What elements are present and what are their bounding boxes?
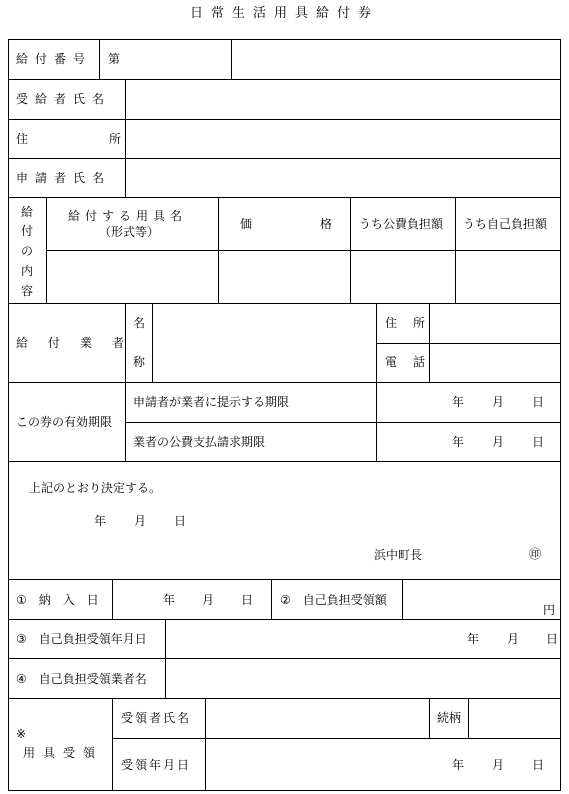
seal-mark: ㊞ — [529, 547, 542, 561]
receipt-year: 年 — [452, 758, 465, 772]
delivery-date-label: ① 納 入 日 — [16, 593, 99, 607]
claim-year: 年 — [452, 435, 465, 449]
border-bottom — [8, 790, 561, 791]
price-header-b: 格 — [320, 217, 333, 231]
received-month: 月 — [507, 632, 520, 646]
divider — [376, 343, 561, 344]
recipient-name-label: 受給者氏名 — [16, 92, 112, 106]
divider — [455, 197, 456, 303]
vendor-phone-char-2: 話 — [413, 355, 426, 369]
divider — [231, 39, 232, 79]
divider — [376, 303, 377, 461]
divider — [125, 303, 126, 461]
receipt-day: 日 — [532, 758, 545, 772]
receipt-mark: ※ — [16, 727, 27, 741]
relation-label: 続柄 — [437, 711, 462, 725]
mayor-label: 浜中町長 — [374, 548, 423, 562]
content-side-char: 容 — [21, 284, 34, 298]
vendor-address-char: 住 — [385, 316, 398, 330]
border-left — [8, 39, 9, 791]
divider — [8, 197, 561, 198]
item-name-header: 給付する用具名 — [68, 209, 188, 223]
receipt-date-label: 受領年月日 — [121, 758, 192, 772]
received-date-label: ③ 自己負担受領年月日 — [16, 632, 147, 646]
divider — [8, 698, 561, 699]
number-label: 給付番号 — [16, 52, 93, 66]
vendor-label: 給付業者 — [16, 336, 145, 350]
applicant-name-label: 申請者氏名 — [16, 171, 112, 185]
divider — [205, 698, 206, 791]
receiver-name-label: 受領者氏名 — [121, 711, 192, 725]
divider — [8, 79, 561, 80]
present-year: 年 — [452, 395, 465, 409]
claim-day: 日 — [532, 435, 545, 449]
content-side-char: 内 — [21, 264, 34, 278]
divider — [402, 579, 403, 619]
claim-month: 月 — [492, 435, 505, 449]
delivery-month: 月 — [202, 593, 215, 607]
address-label: 住 — [16, 132, 29, 146]
divider — [8, 579, 561, 580]
vendor-phone-char: 電 — [385, 355, 398, 369]
present-day: 日 — [532, 395, 545, 409]
divider — [429, 698, 430, 738]
decision-year: 年 — [94, 514, 107, 528]
decision-text: 上記のとおり決定する。 — [29, 481, 162, 495]
present-deadline-label: 申請者が業者に提示する期限 — [133, 395, 290, 409]
public-burden-header: うち公費負担額 — [359, 217, 444, 231]
validity-label: この券の有効期限 — [16, 415, 113, 429]
number-prefix: 第 — [108, 52, 121, 66]
divider — [8, 658, 561, 659]
received-year: 年 — [467, 632, 480, 646]
divider — [152, 303, 153, 382]
divider — [125, 79, 126, 197]
form-title: 日常生活用具給付券 — [189, 6, 379, 21]
vendor-name-char: 名 — [133, 316, 146, 330]
content-side-char: 給 — [21, 205, 34, 219]
claim-deadline-label: 業者の公費支払請求期限 — [133, 435, 266, 449]
divider — [218, 197, 219, 303]
yen-label: 円 — [543, 603, 556, 617]
decision-month: 月 — [134, 514, 147, 528]
divider — [46, 250, 561, 251]
divider — [125, 422, 561, 423]
divider — [165, 619, 166, 698]
self-burden-header: うち自己負担額 — [463, 217, 548, 231]
divider — [8, 382, 561, 383]
divider — [8, 158, 561, 159]
divider — [112, 738, 561, 739]
divider — [8, 119, 561, 120]
content-side-char: の — [21, 244, 34, 258]
delivery-year: 年 — [163, 593, 176, 607]
vendor-name-char-2: 称 — [133, 355, 146, 369]
divider — [468, 698, 469, 738]
divider — [429, 303, 430, 382]
divider — [271, 579, 272, 619]
divider — [8, 303, 561, 304]
receipt-month: 月 — [492, 758, 505, 772]
price-header-a: 価 — [240, 217, 253, 231]
receipt-label: 用具受領 — [23, 746, 104, 760]
divider — [99, 39, 100, 79]
divider — [8, 461, 561, 462]
border-right — [560, 39, 561, 791]
divider — [112, 698, 113, 791]
received-day: 日 — [546, 632, 559, 646]
divider — [112, 579, 113, 619]
border-top — [8, 39, 561, 40]
content-side-char: 付 — [21, 224, 34, 238]
divider — [350, 197, 351, 303]
self-received-amount-label: ② 自己負担受領額 — [280, 593, 387, 607]
vendor-address-char-2: 所 — [413, 316, 426, 330]
item-name-subheader: （形式等） — [99, 225, 160, 239]
receiving-vendor-label: ④ 自己負担受領業者名 — [16, 672, 147, 686]
decision-day: 日 — [174, 514, 187, 528]
address-label-2: 所 — [109, 132, 122, 146]
divider — [8, 619, 561, 620]
delivery-day: 日 — [241, 593, 254, 607]
divider — [46, 197, 47, 303]
present-month: 月 — [492, 395, 505, 409]
